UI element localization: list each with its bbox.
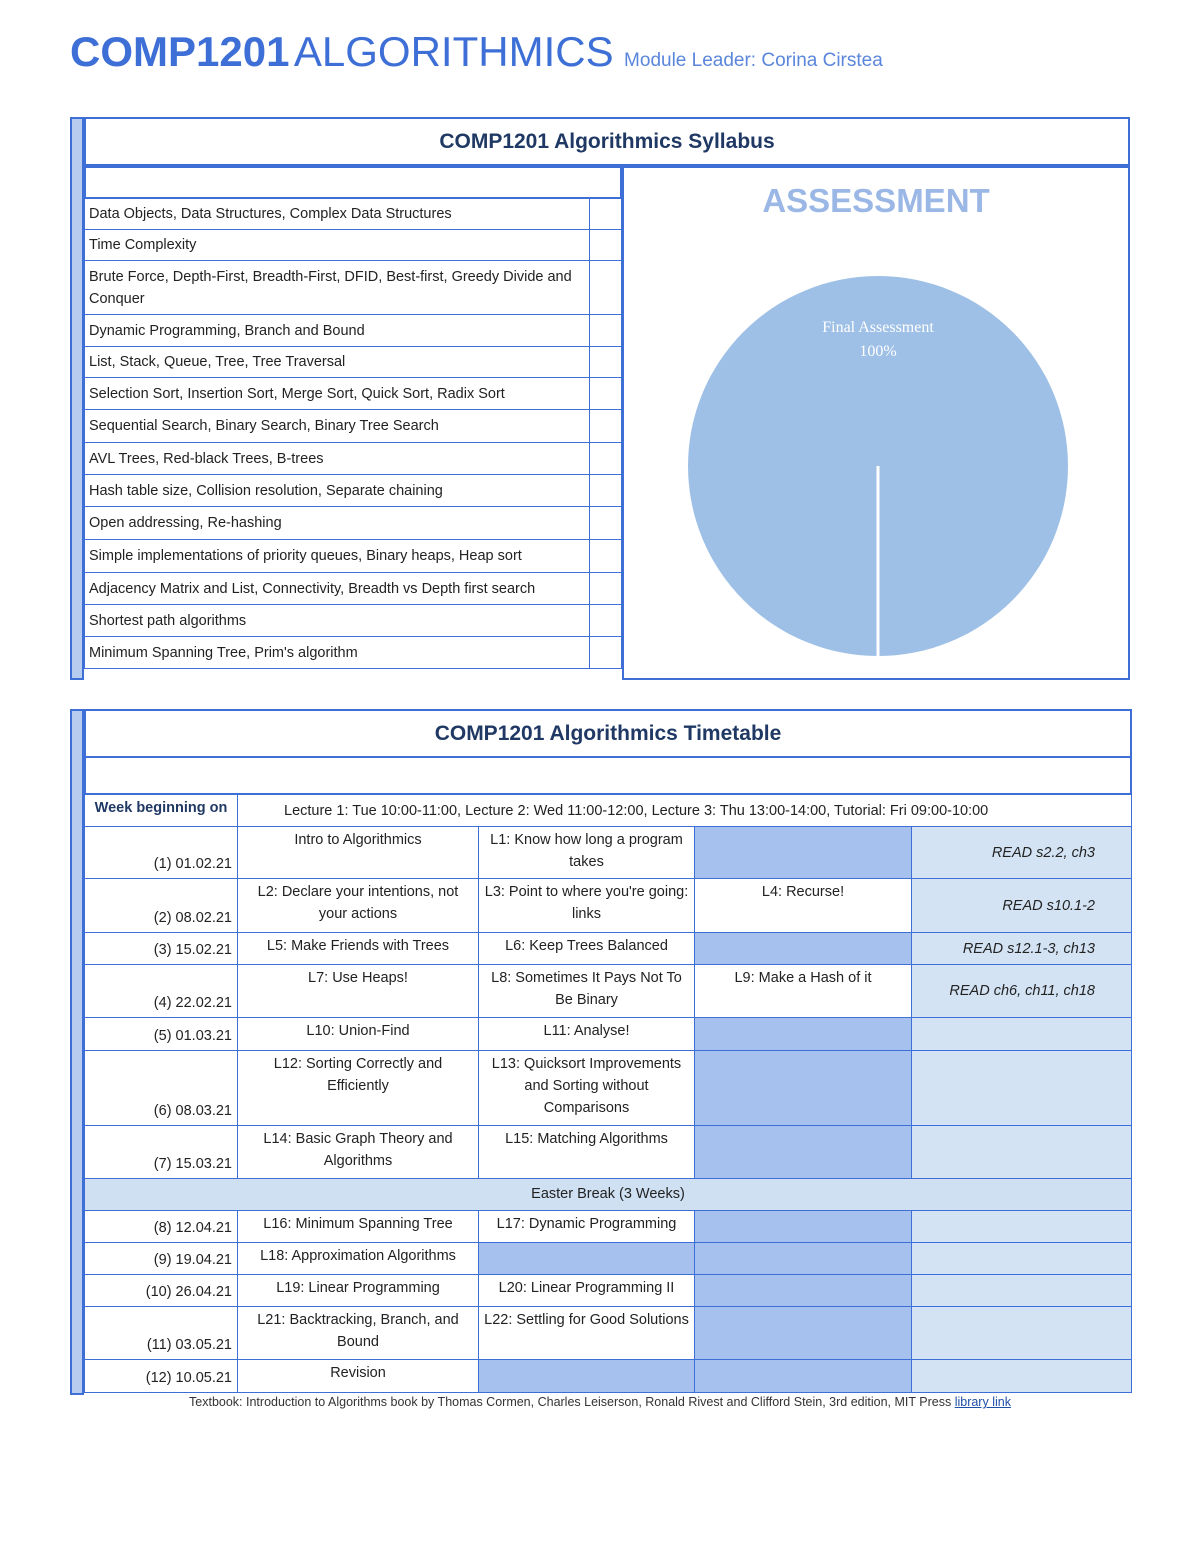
timetable-cell-l3	[695, 1307, 912, 1360]
syllabus-topic-marker	[589, 507, 622, 540]
syllabus-topic-marker	[589, 573, 622, 605]
assessment-panel	[622, 166, 1130, 680]
timetable-cell-week: (7) 15.03.21	[84, 1126, 238, 1179]
timetable-cell-l2: L13: Quicksort Improvements and Sorting without Comparisons	[479, 1051, 695, 1126]
syllabus-topic: Hash table size, Collision resolution, Separate chaining	[84, 475, 590, 507]
slots-header: Lecture 1: Tue 10:00-11:00, Lecture 2: Wed 11:00-12:00, Lecture 3: Thu 13:00-14:00, Tutorial: Fri 09:00-10:00	[238, 795, 1132, 827]
syllabus-topic: Shortest path algorithms	[84, 605, 590, 637]
syllabus-topic: Sequential Search, Binary Search, Binary Tree Search	[84, 410, 590, 443]
timetable-cell-l1: L21: Backtracking, Branch, and Bound	[238, 1307, 479, 1360]
syllabus-topic: Minimum Spanning Tree, Prim's algorithm	[84, 637, 590, 669]
syllabus-topic: List, Stack, Queue, Tree, Tree Traversal	[84, 347, 590, 378]
syllabus-section	[70, 117, 1130, 680]
syllabus-topic-marker	[589, 199, 622, 230]
timetable-cell-l2: L8: Sometimes It Pays Not To Be Binary	[479, 965, 695, 1018]
assessment-title: ASSESSMENT	[762, 182, 990, 219]
assessment-pie-chart	[624, 168, 1127, 677]
syllabus-topic-marker	[589, 637, 622, 669]
timetable-cell-l3: L4: Recurse!	[695, 879, 912, 933]
syllabus-topic: Adjacency Matrix and List, Connectivity, Breadth vs Depth first search	[84, 573, 590, 605]
timetable-cell-l2: L15: Matching Algorithms	[479, 1126, 695, 1179]
timetable-cell-tut	[912, 1243, 1132, 1275]
page-title	[70, 28, 883, 76]
timetable-section	[70, 709, 1132, 1395]
library-link[interactable]: library link	[954, 1395, 1011, 1409]
timetable-cell-tut: READ s12.1-3, ch13	[912, 933, 1132, 965]
module-name: ALGORITHMICS	[293, 28, 614, 75]
timetable-cell-l3	[695, 1126, 912, 1179]
pie-label-name: Final Assessment	[822, 319, 934, 336]
timetable-cell-l3	[695, 1243, 912, 1275]
timetable-cell-tut	[912, 1307, 1132, 1360]
timetable-cell-tut	[912, 1018, 1132, 1051]
timetable-cell-week: (5) 01.03.21	[84, 1018, 238, 1051]
syllabus-topic: Time Complexity	[84, 230, 590, 261]
syllabus-topic-marker	[589, 475, 622, 507]
syllabus-strip	[70, 117, 84, 680]
timetable-cell-l1: Intro to Algorithmics	[238, 827, 479, 879]
topic-list	[84, 166, 622, 680]
syllabus-topic: Brute Force, Depth-First, Breadth-First, DFID, Best-first, Greedy Divide and Conquer	[84, 261, 590, 315]
timetable-cell-l3	[695, 1018, 912, 1051]
syllabus-topic-marker	[589, 347, 622, 378]
timetable-cell-l2	[479, 1243, 695, 1275]
syllabus-topic-marker	[589, 230, 622, 261]
syllabus-topic: Data Objects, Data Structures, Complex Data Structures	[84, 199, 590, 230]
timetable-cell-tut: READ ch6, ch11, ch18	[912, 965, 1132, 1018]
timetable-cell-l1: L2: Declare your intentions, not your actions	[238, 879, 479, 933]
textbook-footnote	[0, 1395, 1200, 1409]
timetable-cell-tut	[912, 1126, 1132, 1179]
timetable-cell-l2: L22: Settling for Good Solutions	[479, 1307, 695, 1360]
week-column-header: Week beginning on	[84, 795, 238, 827]
timetable-cell-l1: L7: Use Heaps!	[238, 965, 479, 1018]
timetable-cell-week: (10) 26.04.21	[84, 1275, 238, 1307]
timetable-cell-l1: L14: Basic Graph Theory and Algorithms	[238, 1126, 479, 1179]
timetable-cell-l2: L3: Point to where you're going: links	[479, 879, 695, 933]
timetable-cell-tut	[912, 1275, 1132, 1307]
syllabus-topic-marker	[589, 443, 622, 475]
timetable-cell-week: (8) 12.04.21	[84, 1211, 238, 1243]
syllabus-title: COMP1201 Algorithmics Syllabus	[84, 117, 1130, 166]
timetable-cell-tut	[912, 1211, 1132, 1243]
module-leader: Module Leader: Corina Cirstea	[624, 50, 883, 71]
syllabus-topic: Simple implementations of priority queues, Binary heaps, Heap sort	[84, 540, 590, 573]
syllabus-topic: AVL Trees, Red-black Trees, B-trees	[84, 443, 590, 475]
syllabus-topic-marker	[589, 605, 622, 637]
module-code: COMP1201	[70, 28, 290, 75]
timetable-cell-l1: L16: Minimum Spanning Tree	[238, 1211, 479, 1243]
timetable-cell-l1: L5: Make Friends with Trees	[238, 933, 479, 965]
timetable-cell-tut	[912, 1360, 1132, 1393]
syllabus-topic: Open addressing, Re-hashing	[84, 507, 590, 540]
timetable-cell-week: (11) 03.05.21	[84, 1307, 238, 1360]
syllabus-topic-marker	[589, 261, 622, 315]
syllabus-topic-marker	[589, 540, 622, 573]
footnote-text: Textbook: Introduction to Algorithms book by Thomas Cormen, Charles Leiserson, Ronald Rivest and Clifford Stein, 3rd edition, MIT Press	[189, 1395, 955, 1409]
syllabus-topic-marker	[589, 315, 622, 347]
timetable-cell-l2: L11: Analyse!	[479, 1018, 695, 1051]
timetable-cell-l1: Revision	[238, 1360, 479, 1393]
timetable-cell-l3	[695, 1051, 912, 1126]
timetable-cell-week: (9) 19.04.21	[84, 1243, 238, 1275]
timetable-cell-l1: L12: Sorting Correctly and Efficiently	[238, 1051, 479, 1126]
syllabus-topic: Selection Sort, Insertion Sort, Merge Sort, Quick Sort, Radix Sort	[84, 378, 590, 410]
timetable-title: COMP1201 Algorithmics Timetable	[84, 709, 1132, 758]
timetable-cell-l3	[695, 827, 912, 879]
timetable-cell-l1: L10: Union-Find	[238, 1018, 479, 1051]
timetable-cell-l1: L19: Linear Programming	[238, 1275, 479, 1307]
timetable-cell-week: (12) 10.05.21	[84, 1360, 238, 1393]
timetable-cell-tut	[912, 1051, 1132, 1126]
easter-break-row: Easter Break (3 Weeks)	[84, 1179, 1132, 1211]
timetable-cell-l3	[695, 1275, 912, 1307]
timetable-cell-l2	[479, 1360, 695, 1393]
syllabus-topic-marker	[589, 410, 622, 443]
timetable-cell-l3	[695, 1211, 912, 1243]
timetable-cell-l2: L17: Dynamic Programming	[479, 1211, 695, 1243]
timetable-cell-l2: L1: Know how long a program takes	[479, 827, 695, 879]
timetable-cell-l2: L20: Linear Programming II	[479, 1275, 695, 1307]
timetable-cell-week: (3) 15.02.21	[84, 933, 238, 965]
timetable-cell-l2: L6: Keep Trees Balanced	[479, 933, 695, 965]
timetable-cell-tut: READ s10.1-2	[912, 879, 1132, 933]
timetable-blank-row	[84, 758, 1132, 795]
timetable-strip	[70, 709, 84, 1395]
timetable-cell-l3	[695, 1360, 912, 1393]
timetable-cell-week: (4) 22.02.21	[84, 965, 238, 1018]
syllabus-topic: Dynamic Programming, Branch and Bound	[84, 315, 590, 347]
pie-label-value: 100%	[859, 343, 897, 360]
timetable-cell-l3	[695, 933, 912, 965]
timetable-cell-week: (6) 08.03.21	[84, 1051, 238, 1126]
timetable-cell-l1: L18: Approximation Algorithms	[238, 1243, 479, 1275]
timetable-cell-week: (2) 08.02.21	[84, 879, 238, 933]
timetable-cell-l3: L9: Make a Hash of it	[695, 965, 912, 1018]
syllabus-topic-marker	[589, 378, 622, 410]
topic-list-header	[84, 166, 622, 199]
timetable-cell-tut: READ s2.2, ch3	[912, 827, 1132, 879]
timetable-cell-week: (1) 01.02.21	[84, 827, 238, 879]
